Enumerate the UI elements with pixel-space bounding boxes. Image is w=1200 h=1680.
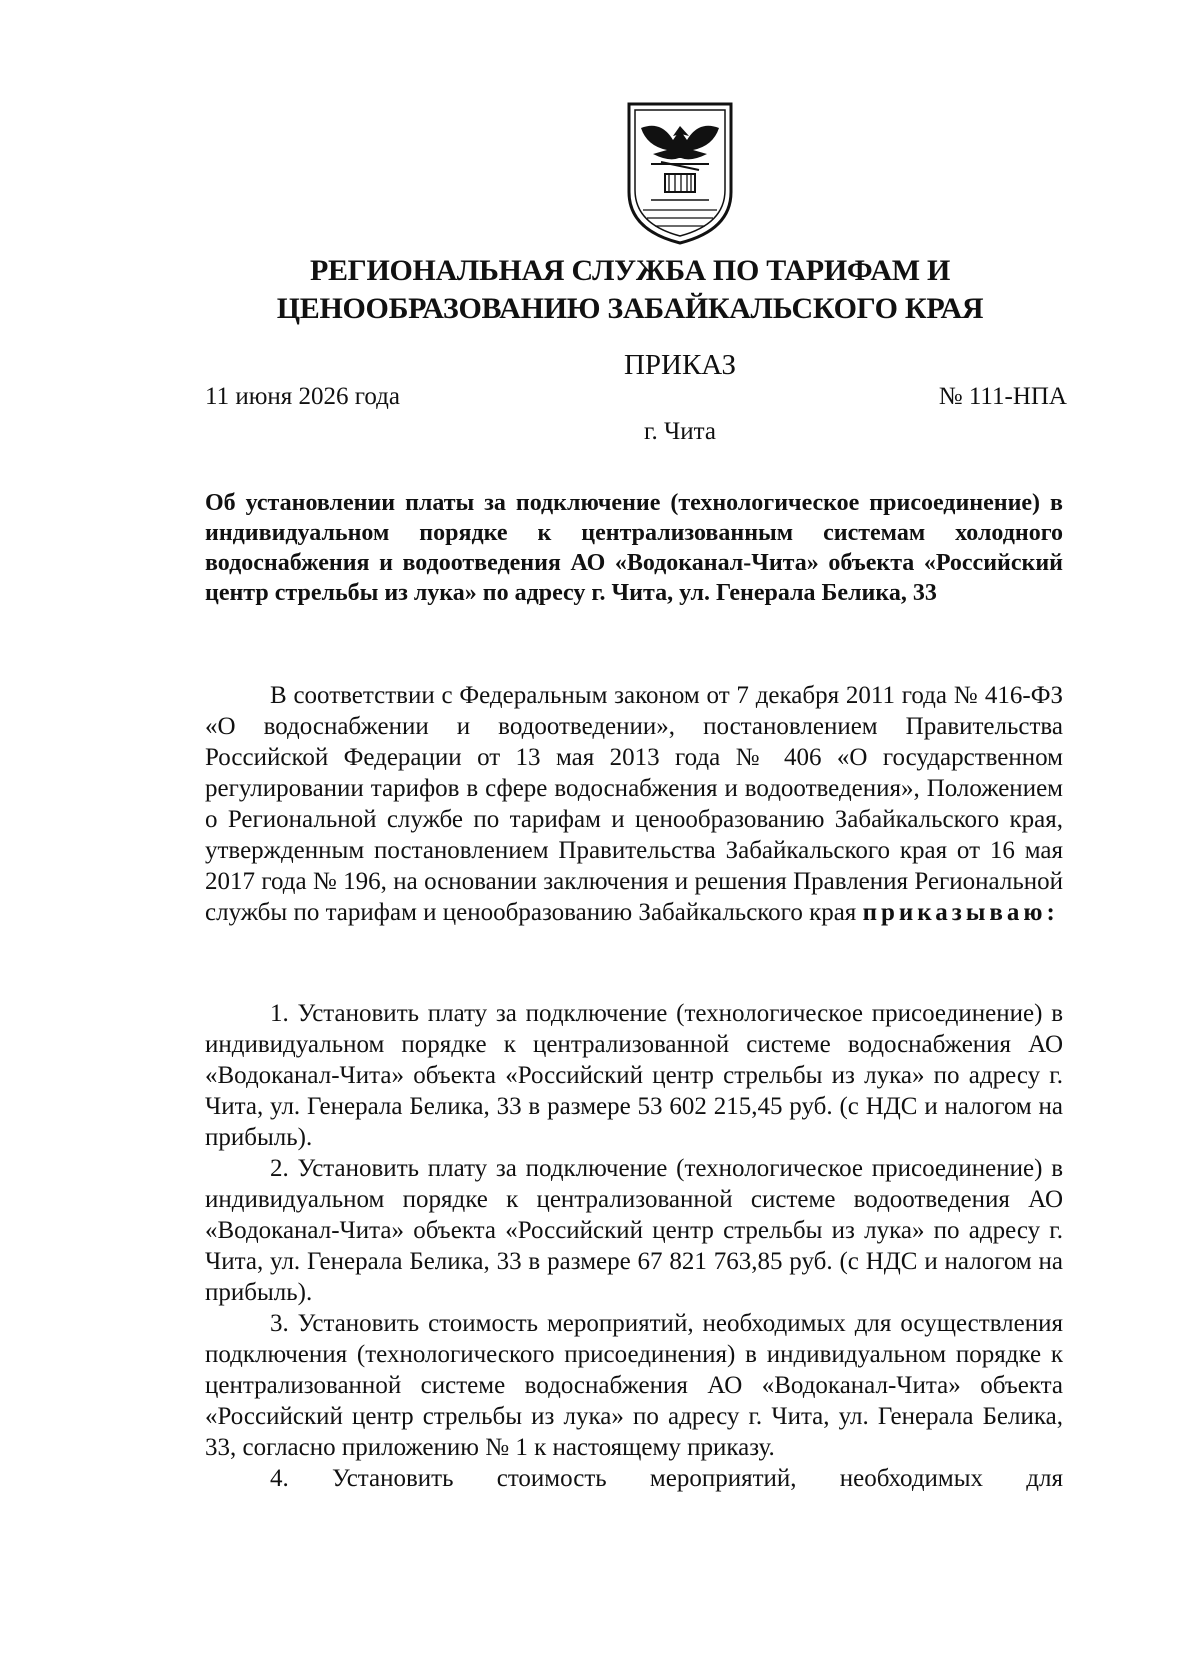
order-item-3: 3. Установить стоимость мероприятий, необходимых для осуществления подключения (технологического присоединения) в индивидуальном порядке к централизованной системе водоснабжения АО «Водоканал-Чита» объекта «Российский центр стрельбы из лука» по адресу г. Чита, ул. Генерала Белика, 33, согласно приложению № 1 к настоящему приказу. <box>205 1310 1063 1461</box>
preamble-text: В соответствии с Федеральным законом от 7 декабря 2011 года № 416-ФЗ «О водоснабжении и водоотведении», постановлением Правительства Российской Федерации от 13 мая 2013 года № 406 «О государственном регулировании тарифов в сфере водоснабжения и водоотведения», Положением о Региональной службе по тарифам и ценообразованию Забайкальского края, утвержденным постановлением Правительства Забайкальского края от 16 мая 2017 года № 196, на основании заключения и решения Правления Региональной службы по тарифам и ценообразованию Забайкальского края <box>205 682 1063 926</box>
document-subject: Об установлении платы за подключение (технологическое присоединение) в индивидуальном порядке к централизованным системам холодного водоснабжения и водоотведения АО «Водоканал-Чита» объекта «Российский центр стрельбы из лука» по адресу г. Чита, ул. Генерала Белика, 33 <box>205 490 1063 606</box>
organization-name-line1: РЕГИОНАЛЬНАЯ СЛУЖБА ПО ТАРИФАМ И <box>309 254 951 287</box>
document-number: № 111-НПА <box>938 383 1067 410</box>
order-item-4: 4. Установить стоимость мероприятий, необходимых для <box>270 1465 1063 1492</box>
organization-name-line2: ЦЕНООБРАЗОВАНИЮ ЗАБАЙКАЛЬСКОГО КРАЯ <box>276 292 984 325</box>
document-type: ПРИКАЗ <box>623 349 737 381</box>
organization-name <box>200 252 1060 328</box>
order-item-1: 1. Установить плату за подключение (технологическое присоединение) в индивидуальном порядке к централизованной системе водоснабжения АО «Водоканал-Чита» объекта «Российский центр стрельбы из лука» по адресу г. Чита, ул. Генерала Белика, 33 в размере 53 602 215,45 руб. (с НДС и налогом на прибыль). <box>205 1000 1063 1151</box>
order-word: приказываю: <box>862 899 1059 926</box>
preamble <box>205 680 1063 928</box>
document-city: г. Чита <box>644 418 716 445</box>
coat-of-arms-icon <box>621 100 739 246</box>
preamble-paragraph <box>205 680 1063 928</box>
document-date: 11 июня 2026 года <box>205 383 400 410</box>
order-items <box>205 998 1063 1494</box>
order-item-2: 2. Установить плату за подключение (технологическое присоединение) в индивидуальном порядке к централизованной системе водоотведения АО «Водоканал-Чита» объекта «Российский центр стрельбы из лука» по адресу г. Чита, ул. Генерала Белика, 33 в размере 67 821 763,85 руб. (с НДС и налогом на прибыль). <box>205 1155 1063 1306</box>
